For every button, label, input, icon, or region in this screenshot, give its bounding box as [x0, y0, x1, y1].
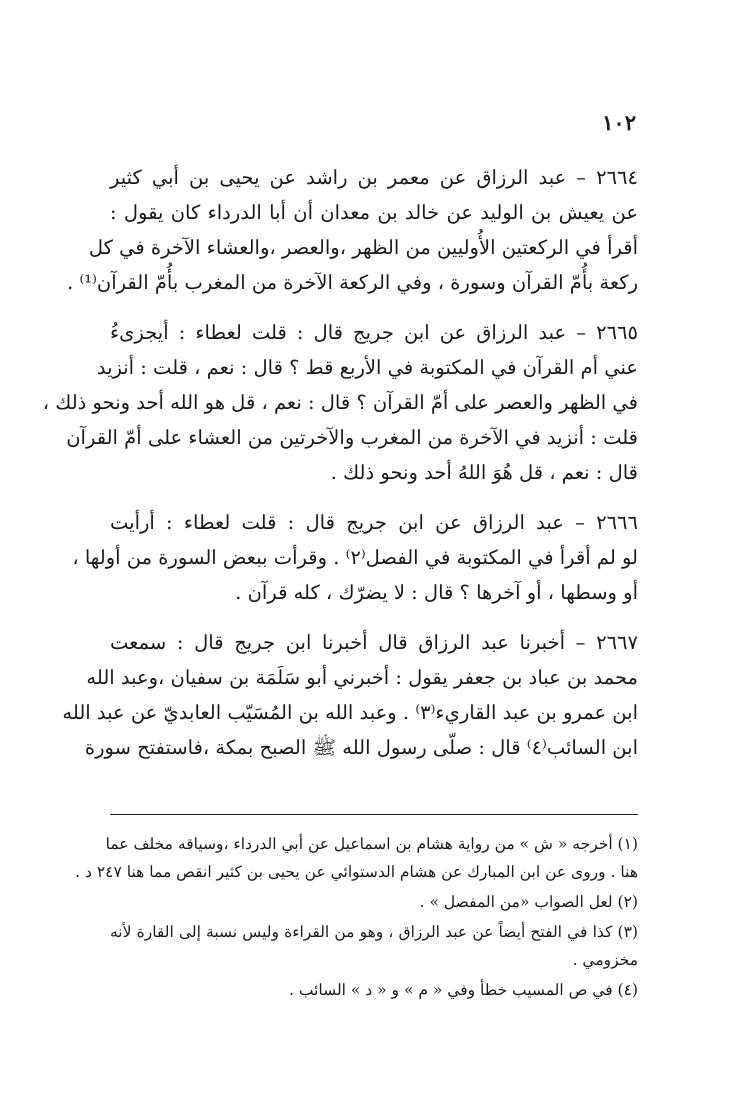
text-line: قلت : أنزيد في الآخرة من المغرب والآخرتين من العشاء على أمّ القرآن	[66, 426, 638, 449]
footnote-2	[110, 888, 638, 916]
text-line: عن يعيش بن الوليد عن خالد بن معدان أن أبا الدرداء كان يقول :	[110, 201, 638, 224]
text-line: ٢٦٦٦ – عبد الرزاق عن ابن جريج قال : قلت لعطاء : أرأيت	[110, 511, 638, 534]
text-line: ٢٦٦٤ – عبد الرزاق عن معمر بن راشد عن يحيى بن أبي كثير	[110, 166, 638, 189]
hadith-2664	[67, 160, 638, 300]
text-line: أقرأ في الركعتين الأُوليين من الظهر ،والعصر ،والعشاء الآخرة في كل	[88, 236, 638, 259]
footnote-1	[75, 830, 638, 886]
footnotes	[75, 830, 638, 1006]
footnote-line: مخزومي .	[572, 951, 638, 969]
text-line: ٢٦٦٥ – عبد الرزاق عن ابن جريج قال : قلت لعطاء : أيجزىءُ	[110, 321, 638, 344]
footnote-3	[110, 918, 638, 974]
text-line: لو لم أقرأ في المكتوبة في الفصل⁽٢⁾ . وقرأت ببعض السورة من أولها ،	[72, 546, 638, 569]
hadith-2667	[62, 625, 638, 765]
footnote-line: هنا . وروى عن ابن المبارك عن هشام الدستوائي عن يحيى بن كثير انقص مما هنا ٢٤٧ د .	[75, 863, 638, 881]
footnote-line: (٢) لعل الصواب «من المفصل » .	[419, 893, 638, 911]
main-text	[42, 160, 638, 780]
text-line: أو وسطها ، أو آخرها ؟ قال : لا يضرّك ، كله قرآن .	[235, 581, 638, 604]
text-line: ابن السائب⁽٤⁾ قال : صلّى رسول الله ﷺ الصبح بمكة ،فاستفتح سورة	[84, 736, 638, 759]
hadith-2666	[72, 505, 638, 610]
text-line: ٢٦٦٧ – أخبرنا عبد الرزاق قال أخبرنا ابن جريج قال : سمعت	[110, 631, 638, 654]
footnote-line: (٣) كذا في الفتح أيضاً عن عبد الرزاق ، وهو من القراءة وليس نسبة إلى القارة لأنه	[110, 923, 638, 941]
text-line: ابن عمرو بن عبد القاريء⁽٣⁾ . وعبد الله بن المُسَيّب العابديّ عن عبد الله	[62, 701, 638, 724]
page-number: ١٠٢	[602, 110, 636, 135]
text-line: محمد بن عباد بن جعفر يقول : أخبرني أبو سَلَمَة بن سفيان ،وعبد الله	[86, 666, 638, 689]
text-line: في الظهر والعصر على أمّ القرآن ؟ قال : نعم ، قل هو الله أحد ونحو ذلك ،	[42, 391, 638, 414]
hadith-2665	[42, 315, 638, 490]
text-line: قال : نعم ، قل هُوَ اللهُ أحد ونحو ذلك .	[330, 461, 638, 484]
footnote-line: (١) أخرجه « ش » من رواية هشام بن اسماعيل عن أبي الدرداء ،وسياقه مخلف عما	[105, 835, 638, 853]
text-line: ركعة بأُمّ القرآن وسورة ، وفي الركعة الآخرة من المغرب بأُمّ القرآن⁽¹⁾ .	[67, 271, 638, 294]
footnote-4	[110, 976, 638, 1004]
text-line: عني أم القرآن في المكتوبة في الأربع قط ؟ قال : نعم ، قلت : أنزيد	[96, 356, 638, 379]
footnote-separator	[110, 814, 638, 815]
footnote-line: (٤) في ص المسيب خطأ وفي « م » و « د » السائب .	[289, 981, 638, 999]
